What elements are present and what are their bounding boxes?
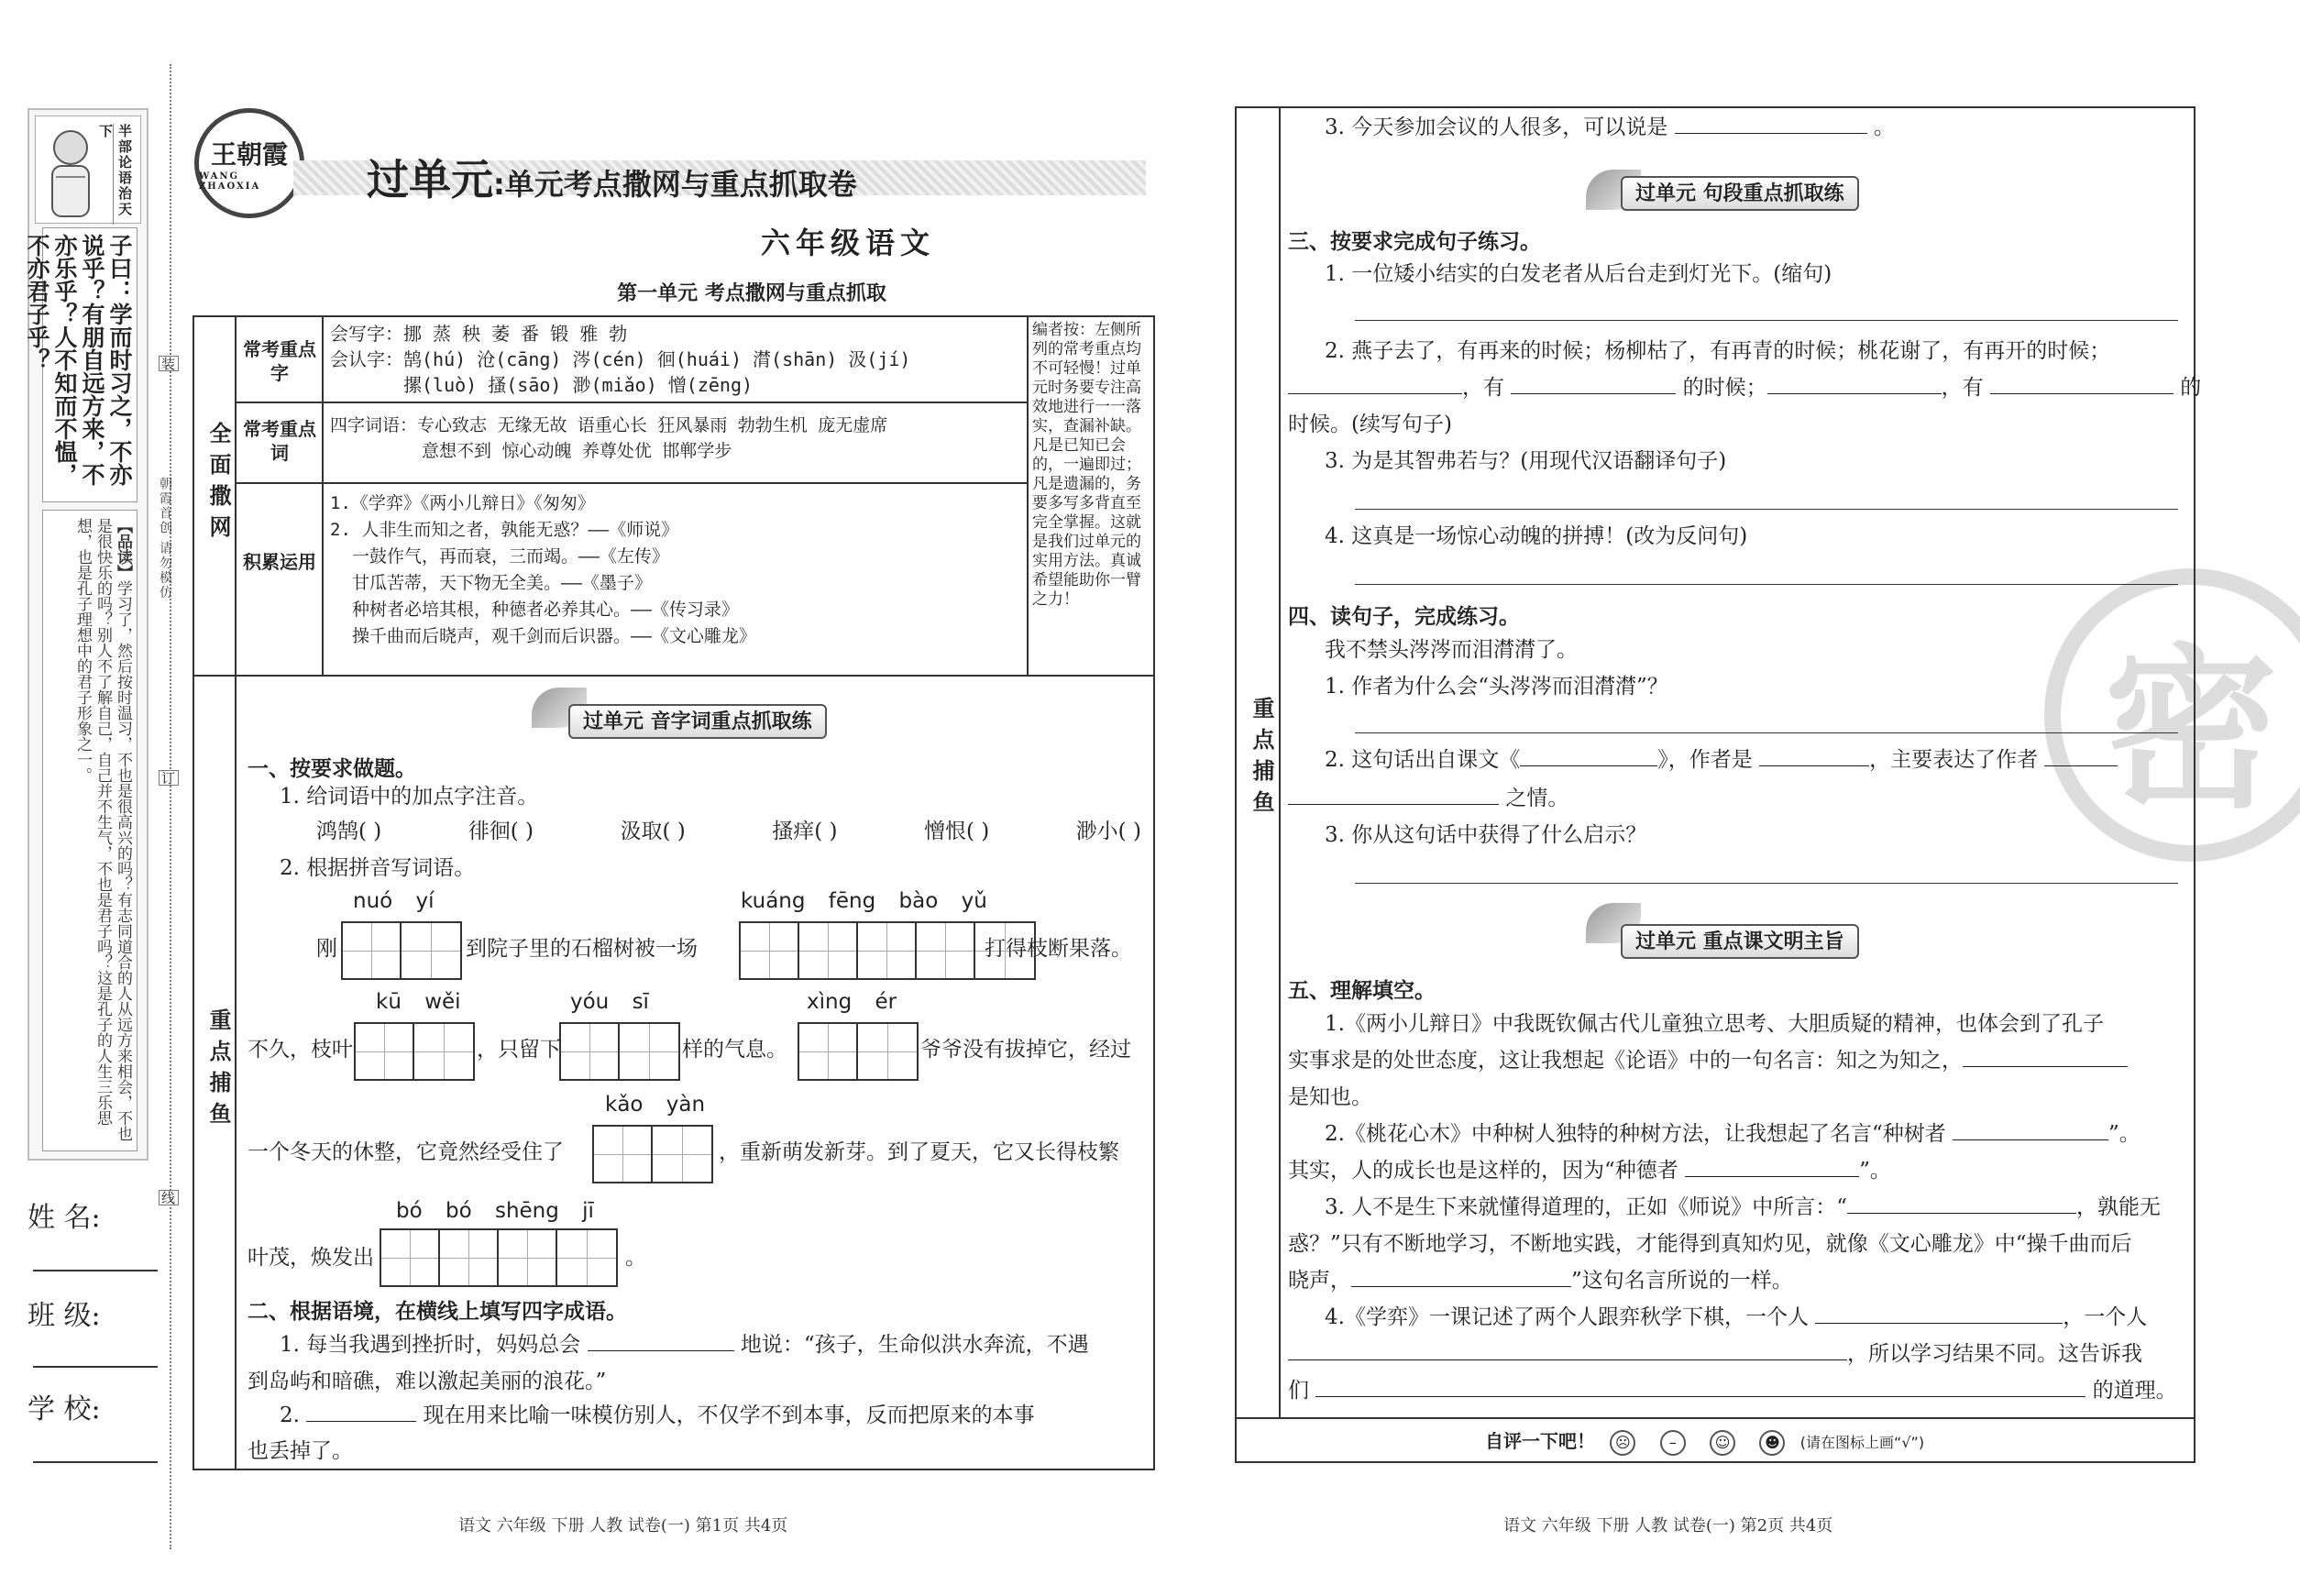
idiom-question-2 (280, 1400, 1035, 1431)
pinyin-label: kǎo yàn (605, 1093, 706, 1117)
reading-q2 (1325, 744, 2118, 776)
word-item[interactable]: 渺小( ) (1075, 820, 1141, 843)
school-label: 学 校: (28, 1393, 101, 1425)
sentence-part: 一个冬天的休整，它竟然经受住了 (248, 1140, 564, 1164)
sentence-q2: 2. 燕子去了，有再来的时候；杨柳枯了，有再青的时候；桃花谢了，有再开的时候； (1325, 339, 2111, 363)
answer-line[interactable] (1355, 508, 2178, 510)
self-eval-note: (请在图标上画“√”) (1799, 1434, 1925, 1451)
word-item[interactable]: 鸿鹄( ) (316, 820, 382, 843)
sentence-part: 不久，枝叶 (248, 1038, 353, 1062)
comment-tag: 【品读】 (114, 518, 132, 580)
text: ，有 (1941, 376, 1984, 400)
answer-blank[interactable] (1815, 1304, 2063, 1324)
fill-q3-end (1288, 1265, 1793, 1296)
word-item[interactable]: 搔痒( ) (772, 820, 838, 843)
word-item[interactable]: 憎恨( ) (923, 820, 990, 843)
text: 。 (1873, 116, 1895, 139)
sentence-part: ，重新萌发新芽。到了夏天，它又长得枝繁 (719, 1140, 1119, 1164)
answer-line[interactable] (1355, 583, 2178, 585)
fill-q1-cont (1288, 1045, 2128, 1076)
text: 2.《桃花心木》中种树人独特的种树方法，让我想起了名言“种树者 (1325, 1122, 1946, 1146)
cut-mark: 线 (159, 1190, 179, 1205)
page-footer-2: 语文 六年级 下册 人教 试卷(一) 第2页 共4页 (1503, 1516, 1833, 1535)
text: ，孰能无 (2076, 1195, 2162, 1219)
answer-blank[interactable] (588, 1331, 734, 1351)
text: 2. (280, 1403, 300, 1427)
section-heading-themes: 过单元 重点课文明主旨 (1621, 924, 1859, 959)
sentence-part: 样的气息。 (682, 1038, 787, 1062)
neutral-face-icon[interactable]: – (1660, 1430, 1686, 1456)
watermark-stamp: 密 (2044, 568, 2300, 862)
text: 地说：“孩子，生命似洪水奔流，不遇 (740, 1333, 1089, 1357)
answer-blank[interactable] (1288, 374, 1462, 394)
answer-blank[interactable] (306, 1402, 416, 1422)
confucius-quote: 子曰：学而时习之，不亦说乎？有朋自远方来，不亦乐乎？人不知而不愠，不亦君子乎？ (42, 227, 138, 502)
cut-mark: 装 (159, 356, 179, 371)
answer-blank[interactable] (1288, 1340, 1847, 1360)
fill-q1: 1.《两小儿辩日》中我既钦佩古代儿童独立思考、大胆质疑的精神，也体会到了孔子 (1325, 1012, 2104, 1036)
part-2-heading: 二、根据语境，在横线上填写四字成语。 (248, 1300, 627, 1324)
answer-blank[interactable] (1990, 374, 2173, 394)
brand-logo (194, 108, 304, 218)
part-1-heading: 一、按要求做题。 (248, 757, 416, 781)
fill-q3-cont: 惑？”只有不断地学习，不断地实践，才能得到真知灼见，就像《文心雕龙》中“操千曲而后 (1288, 1232, 2132, 1256)
pinyin-label: yóu sī (570, 990, 649, 1014)
class-label: 班 级: (28, 1300, 101, 1332)
accumulate-line: 一鼓作气，再而衰，三而竭。——《左传》 (352, 546, 669, 567)
answer-blank[interactable] (1315, 1377, 2085, 1397)
focus-label-right: 重点捕鱼 (1249, 697, 1274, 821)
section-heading-words: 过单元 音字词重点抓取练 (568, 704, 827, 739)
writing-grid[interactable] (380, 1228, 618, 1287)
name-field[interactable] (33, 1270, 158, 1271)
page-title: 六年级语文 (760, 226, 935, 260)
accumulate-line: 1.《学弈》《两小儿辩日》《匆匆》 (330, 493, 595, 513)
text: ，有 (1462, 376, 1504, 400)
text: 们 (1288, 1379, 1309, 1403)
part-3-heading: 三、按要求完成句子练习。 (1288, 230, 1541, 254)
sentence-q4: 4. 这真是一场惊心动魄的拼搏！(改为反问句) (1325, 524, 1748, 548)
answer-line[interactable] (1355, 319, 2178, 321)
answer-blank[interactable] (1963, 1047, 2128, 1067)
row-label-accumulate: 积累运用 (243, 551, 316, 573)
answer-blank[interactable] (1520, 746, 1657, 766)
text: 3. 今天参加会议的人很多，可以说是 (1325, 116, 1668, 139)
comment-text: 学习了，然后按时温习，不也是很高兴的吗？有志同道合的人从远方来相会，不也是很快乐的吗？别人不了解自己，自己并不生气，不也是君子吗？这是孔子的人生三乐思想，也是孔子理想中的君子形象之一。 (73, 518, 132, 1141)
answer-blank[interactable] (1675, 114, 1867, 134)
question-r3 (1325, 112, 1895, 143)
idioms-2: 意想不到 惊心动魄 养尊处优 邯郸学步 (422, 441, 732, 461)
text: 4.《学弈》一课记述了两个人跟弈秋学下棋，一个人 (1325, 1305, 1809, 1329)
binding-line (170, 64, 171, 1549)
sentence-part: 打得枝断果落。 (985, 937, 1132, 961)
cut-mark: 订 (159, 770, 179, 786)
text: 3. 人不是生下来就懂得道理的，正如《师说》中所言：“ (1325, 1195, 1848, 1219)
fill-q2-cont (1288, 1155, 1891, 1186)
write-characters: 会写字：挪 蒸 秧 萎 番 锻 雅 勃 (330, 323, 628, 345)
answer-line[interactable] (1355, 882, 2178, 884)
sentence-part: 刚 (316, 937, 337, 961)
accumulate-line: 种树者必培其根，种德者必养其心。——《传习录》 (352, 600, 739, 620)
overview-label: 全面撒网 (205, 422, 231, 546)
sentence-part: 到院子里的石榴树被一场 (466, 937, 698, 961)
part-5-heading: 五、理解填空。 (1288, 979, 1436, 1003)
fill-q4 (1325, 1302, 2147, 1333)
sentence-part: 。 (625, 1246, 646, 1270)
answer-blank[interactable] (1759, 746, 1869, 766)
reading-q2-cont (1288, 783, 1568, 814)
copyright-note: 朝霞首创 请勿模仿 (158, 477, 172, 600)
self-evaluation (1485, 1426, 1924, 1456)
text: ”这句名言所说的一样。 (1571, 1269, 1793, 1293)
answer-blank[interactable] (2044, 746, 2118, 766)
accumulate-line: 操千曲而后晓声，观千剑而后识器。——《文心雕龙》 (352, 626, 756, 646)
logo-text: 王朝霞 (210, 139, 288, 170)
writing-grid[interactable] (798, 1022, 919, 1081)
text: 其实，人的成长也是这样的，因为“种德者 (1288, 1159, 1678, 1183)
row-words (330, 413, 1027, 464)
quoted-sentence: 我不禁头涔涔而泪潸潸了。 (1325, 638, 1578, 662)
fill-q3 (1325, 1192, 2161, 1223)
answer-blank[interactable] (1288, 785, 1499, 805)
fill-q4-cont (1288, 1338, 2142, 1370)
unit-title: 第一单元 考点撒网与重点抓取 (617, 282, 886, 305)
writing-grid[interactable] (341, 921, 462, 980)
pinyin-words (316, 816, 1141, 847)
banner-title (367, 147, 857, 207)
text: 晓声， (1288, 1269, 1351, 1293)
slogan: 半部论语治天下 (113, 124, 135, 225)
answer-blank[interactable] (1847, 1194, 2076, 1214)
text: 之情。 (1505, 787, 1569, 810)
logo-subtext: WANG ZHAOXIA (199, 171, 261, 192)
self-eval-label: 自评一下吧！ (1485, 1430, 1595, 1452)
text: ，所以学习结果不同。这告诉我 (1847, 1342, 2142, 1366)
word-item[interactable]: 徘徊( ) (468, 820, 534, 843)
pinyin-label: xìng ér (807, 990, 897, 1014)
text: 现在用来比喻一味模仿别人，不仅学不到本事，反而把原来的本事 (423, 1403, 1035, 1427)
sentence-part: 叶茂，焕发出 (248, 1246, 374, 1270)
sentence-part: 爷爷没有拔掉它，经过 (920, 1038, 1131, 1062)
pinyin-label: nuó yí (353, 889, 435, 913)
answer-blank[interactable] (1351, 1267, 1571, 1287)
sentence-q2-end: 时候。(续写句子) (1288, 413, 1452, 436)
fill-q1-end: 是知也。 (1288, 1085, 1372, 1109)
row-characters (330, 321, 1027, 398)
accumulate-line: 甘瓜苦蒂，天下物无全美。——《墨子》 (352, 573, 652, 593)
answer-line[interactable] (1355, 732, 2178, 733)
focus-label: 重点捕鱼 (205, 1008, 231, 1133)
confucius-illustration (35, 116, 141, 224)
read-characters-2: 摞(luò) 搔(sāo) 渺(miǎo) 憎(zēng) (403, 374, 754, 396)
sentence-part: ，只留下 (477, 1038, 561, 1062)
writing-grid[interactable] (559, 1022, 680, 1081)
smile-face-icon[interactable]: ☺ (1710, 1430, 1735, 1456)
answer-blank[interactable] (1685, 1157, 1859, 1177)
school-field[interactable] (33, 1461, 158, 1463)
q2-text: 2. 根据拼音写词语。 (280, 856, 476, 880)
text: 的道理。 (2092, 1379, 2177, 1403)
text: 2. 这句话出自课文《 (1325, 748, 1521, 772)
writing-grid[interactable] (354, 1022, 475, 1081)
sad-face-icon[interactable]: ☹ (1610, 1430, 1635, 1456)
idiom-question-1-cont: 到岛屿和暗礁，难以激起美丽的浪花。” (248, 1370, 607, 1393)
idiom-question-2-cont: 也丢掉了。 (248, 1439, 353, 1463)
answer-blank[interactable] (1767, 374, 1942, 394)
sentence-q2-blanks (1288, 372, 2201, 403)
sentence-q3: 3. 为是其智弗若与？(用现代汉语翻译句子) (1325, 449, 1727, 473)
word-item[interactable]: 汲取( ) (620, 820, 686, 843)
side-panel (24, 108, 149, 1161)
answer-blank[interactable] (1511, 374, 1676, 394)
text: 》，作者是 (1657, 748, 1753, 772)
pinyin-label: kū wěi (376, 990, 461, 1014)
happy-face-icon[interactable]: ☻ (1759, 1430, 1785, 1456)
text: ，主要表达了作者 (1869, 748, 2039, 772)
fill-q4-end (1288, 1375, 2177, 1406)
q1-text: 1. 给词语中的加点字注音。 (280, 785, 539, 809)
pinyin-label: bó bó shēng jī (396, 1199, 594, 1223)
answer-blank[interactable] (1953, 1120, 2108, 1140)
editor-note: 编者按：左侧所列的常考重点均不可轻慢！过单元时务要专注高效地进行一一落实，查漏补缺。凡是已知已会的，一遍即过；凡是遗漏的，务要多写多背直至完全掌握。这就是我们过单元的实用方法。真诚希望能助你一臂之力！ (1032, 321, 1141, 609)
section-heading-sentences: 过单元 句段重点抓取练 (1621, 176, 1859, 211)
accumulate-line: 2. 人非生而知之者，孰能无惑？——《师说》 (330, 520, 679, 540)
banner-main: 过单元 (367, 155, 493, 204)
text: ”。 (2108, 1122, 2140, 1146)
quote-commentary (42, 510, 138, 1151)
banner-sub: :单元考点撒网与重点抓取卷 (493, 167, 857, 202)
sentence-q1: 1. 一位矮小结实的白发老者从后台走到灯光下。(缩句) (1325, 262, 1832, 286)
row-accumulate (330, 490, 1027, 650)
reading-q3: 3. 你从这句话中获得了什么启示？ (1325, 823, 1647, 847)
pinyin-label: kuáng fēng bào yǔ (741, 889, 987, 913)
text: 1. 每当我遇到挫折时，妈妈总会 (280, 1333, 581, 1357)
writing-grid[interactable] (592, 1125, 713, 1183)
text: 的 (2180, 376, 2202, 400)
fill-q2 (1325, 1118, 2140, 1150)
name-label: 姓 名: (28, 1202, 101, 1234)
idioms-1: 四字词语：专心致志 无缘无故 语重心长 狂风暴雨 勃勃生机 庞无虚席 (330, 415, 888, 435)
text: 实事求是的处世态度，这让我想起《论语》中的一句名言：知之为知之， (1288, 1049, 1963, 1073)
row-label-words: 常考重点词 (243, 418, 316, 464)
text: 的时候； (1682, 376, 1767, 400)
idiom-question-1 (280, 1329, 1089, 1360)
text: ，一个人 (2063, 1305, 2148, 1329)
text: ”。 (1859, 1159, 1891, 1183)
part-4-heading: 四、读句子，完成练习。 (1288, 605, 1520, 629)
page-footer-1: 语文 六年级 下册 人教 试卷(一) 第1页 共4页 (458, 1516, 788, 1535)
reading-q1: 1. 作者为什么会“头涔涔而泪潸潸”？ (1325, 675, 1668, 699)
read-characters-1: 会认字：鹄(hú) 沧(cāng) 涔(cén) 徊(huái) 潸(shān) 汲(jí) (330, 348, 911, 370)
class-field[interactable] (33, 1366, 158, 1368)
row-label-characters: 常考重点字 (243, 338, 316, 384)
